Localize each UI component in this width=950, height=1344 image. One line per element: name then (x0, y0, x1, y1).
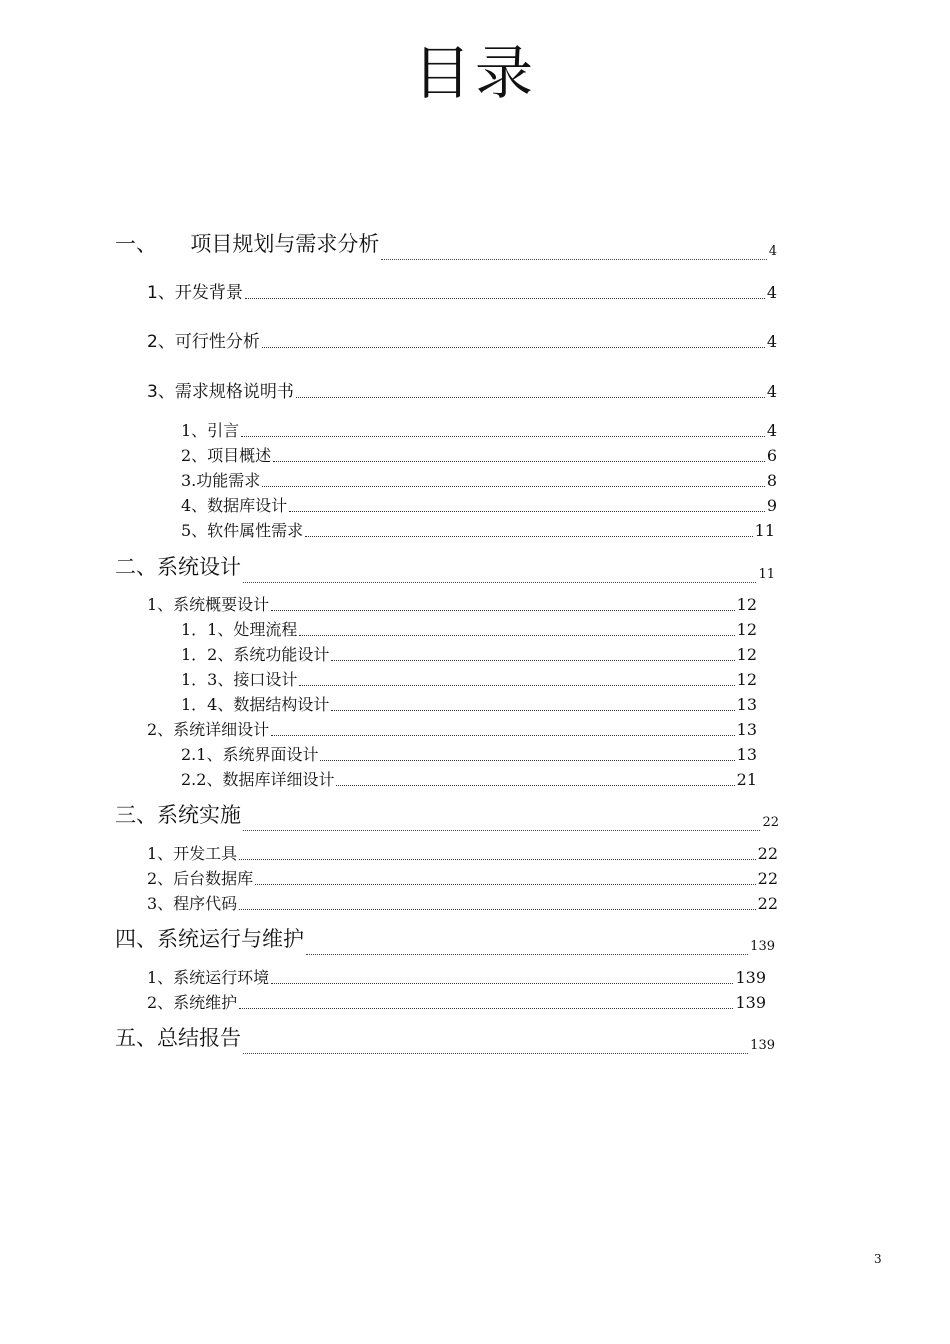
dot-leader (331, 660, 734, 661)
toc-entry-subsection[interactable] (181, 617, 757, 640)
toc-entry-label: 五、总结报告 (115, 1026, 241, 1050)
toc-entry-page: 139 (750, 1038, 775, 1053)
toc-entry-label: 1、系统运行环境 (147, 968, 270, 987)
toc-entry-page: 13 (736, 745, 757, 764)
toc-entry-label: 3.功能需求 (181, 471, 261, 490)
dot-leader (306, 954, 748, 955)
toc-entry-page: 22 (762, 815, 779, 830)
dot-leader (271, 983, 733, 984)
toc-entry-label: 5、软件属性需求 (181, 521, 304, 540)
toc-entry-subsection[interactable] (181, 518, 775, 541)
toc-entry-label: 2.1、系统界面设计 (181, 745, 319, 764)
toc-entry-chapter-1[interactable] (115, 228, 777, 258)
toc-entry-subsection[interactable] (181, 642, 757, 665)
toc-entry-label: 二、系统设计 (115, 555, 241, 579)
toc-entry-section[interactable] (147, 841, 778, 864)
dot-leader (262, 486, 765, 487)
dot-leader (241, 436, 765, 437)
toc-entry-page: 139 (735, 993, 766, 1012)
toc-entry-label: 3、程序代码 (147, 894, 238, 913)
toc-entry-chapter-4[interactable] (115, 923, 775, 953)
toc-entry-page: 6 (766, 446, 777, 465)
toc-entry-label: 1、开发背景 (147, 283, 243, 303)
toc-entry-page: 139 (750, 939, 775, 954)
toc-entry-label: 1．1、处理流程 (181, 620, 298, 639)
toc-entry-page: 11 (758, 567, 775, 582)
toc-entry-section[interactable] (147, 866, 778, 889)
dot-leader (273, 461, 765, 462)
dot-leader (305, 536, 752, 537)
dot-leader (262, 347, 765, 348)
toc-entry-label: 四、系统运行与维护 (115, 927, 304, 951)
toc-entry-label: 1．2、系统功能设计 (181, 645, 330, 664)
toc-entry-section[interactable] (147, 717, 757, 740)
toc-entry-page: 22 (757, 844, 778, 863)
toc-entry-chapter-5[interactable] (115, 1022, 775, 1052)
toc-title: 目录 (412, 39, 537, 107)
toc-entry-section[interactable] (147, 327, 777, 352)
toc-entry-page: 13 (736, 720, 757, 739)
dot-leader (296, 397, 765, 398)
toc-entry-page: 4 (766, 332, 777, 351)
toc-entry-section[interactable] (147, 891, 778, 914)
dot-leader (331, 710, 734, 711)
toc-entry-page: 11 (754, 521, 775, 540)
toc-entry-label: 三、系统实施 (115, 803, 241, 827)
toc-entry-page: 4 (766, 283, 777, 302)
toc-entry-page: 21 (736, 770, 757, 789)
toc-entry-section[interactable] (147, 965, 766, 988)
toc-entry-subsection[interactable] (181, 443, 777, 466)
dot-leader (255, 884, 755, 885)
toc-entry-label: 1、引言 (181, 421, 240, 440)
dot-leader (243, 830, 760, 831)
toc-entry-page: 12 (736, 645, 757, 664)
toc-entry-label: 2、系统详细设计 (147, 720, 270, 739)
page-number: 3 (874, 1252, 882, 1266)
dot-leader (336, 785, 734, 786)
toc-entry-subsection[interactable] (181, 692, 757, 715)
toc-entry-page: 9 (766, 496, 777, 515)
toc-entry-page: 12 (736, 670, 757, 689)
toc-entry-label: 1、系统概要设计 (147, 595, 270, 614)
toc-entry-section[interactable] (147, 990, 766, 1013)
toc-entry-page: 12 (736, 595, 757, 614)
dot-leader (271, 610, 734, 611)
toc-entry-page: 8 (766, 471, 777, 490)
toc-entry-label: 1、开发工具 (147, 844, 238, 863)
toc-entry-label: 2、系统维护 (147, 993, 238, 1012)
toc-entry-section[interactable] (147, 592, 757, 615)
dot-leader (239, 859, 755, 860)
toc-entry-subsection[interactable] (181, 767, 757, 790)
dot-leader (299, 635, 734, 636)
toc-entry-label: 1．4、数据结构设计 (181, 695, 330, 714)
toc-entry-subsection[interactable] (181, 493, 777, 516)
toc-entry-label: 2、可行性分析 (147, 332, 260, 352)
dot-leader (320, 760, 734, 761)
toc-entry-label: 一、 项目规划与需求分析 (115, 232, 380, 256)
toc-entry-subsection[interactable] (181, 418, 777, 441)
toc-entry-subsection[interactable] (181, 667, 757, 690)
toc-entry-subsection[interactable] (181, 468, 777, 491)
toc-entry-section[interactable] (147, 377, 777, 402)
toc-entry-label: 2、后台数据库 (147, 869, 254, 888)
toc-entry-subsection[interactable] (181, 742, 757, 765)
dot-leader (243, 1053, 748, 1054)
toc-entry-chapter-2[interactable] (115, 551, 775, 581)
toc-entry-page: 4 (766, 382, 777, 401)
dot-leader (289, 511, 765, 512)
toc-entry-label: 2.2、数据库详细设计 (181, 770, 335, 789)
toc-entry-chapter-3[interactable] (115, 799, 779, 829)
dot-leader (271, 735, 734, 736)
toc-entry-page: 22 (757, 869, 778, 888)
dot-leader (239, 909, 755, 910)
dot-leader (299, 685, 734, 686)
dot-leader (245, 298, 765, 299)
dot-leader (243, 582, 756, 583)
dot-leader (239, 1008, 733, 1009)
toc-entry-page: 139 (735, 968, 766, 987)
toc-entry-page: 4 (768, 244, 777, 259)
toc-entry-label: 2、项目概述 (181, 446, 272, 465)
toc-entry-page: 12 (736, 620, 757, 639)
toc-entry-section[interactable] (147, 278, 777, 303)
toc-entry-label: 4、数据库设计 (181, 496, 288, 515)
toc-entry-label: 1．3、接口设计 (181, 670, 298, 689)
toc-entry-page: 13 (736, 695, 757, 714)
dot-leader (381, 259, 766, 260)
toc-entry-page: 4 (766, 421, 777, 440)
toc-entry-label: 3、需求规格说明书 (147, 382, 294, 402)
toc-entry-page: 22 (757, 894, 778, 913)
